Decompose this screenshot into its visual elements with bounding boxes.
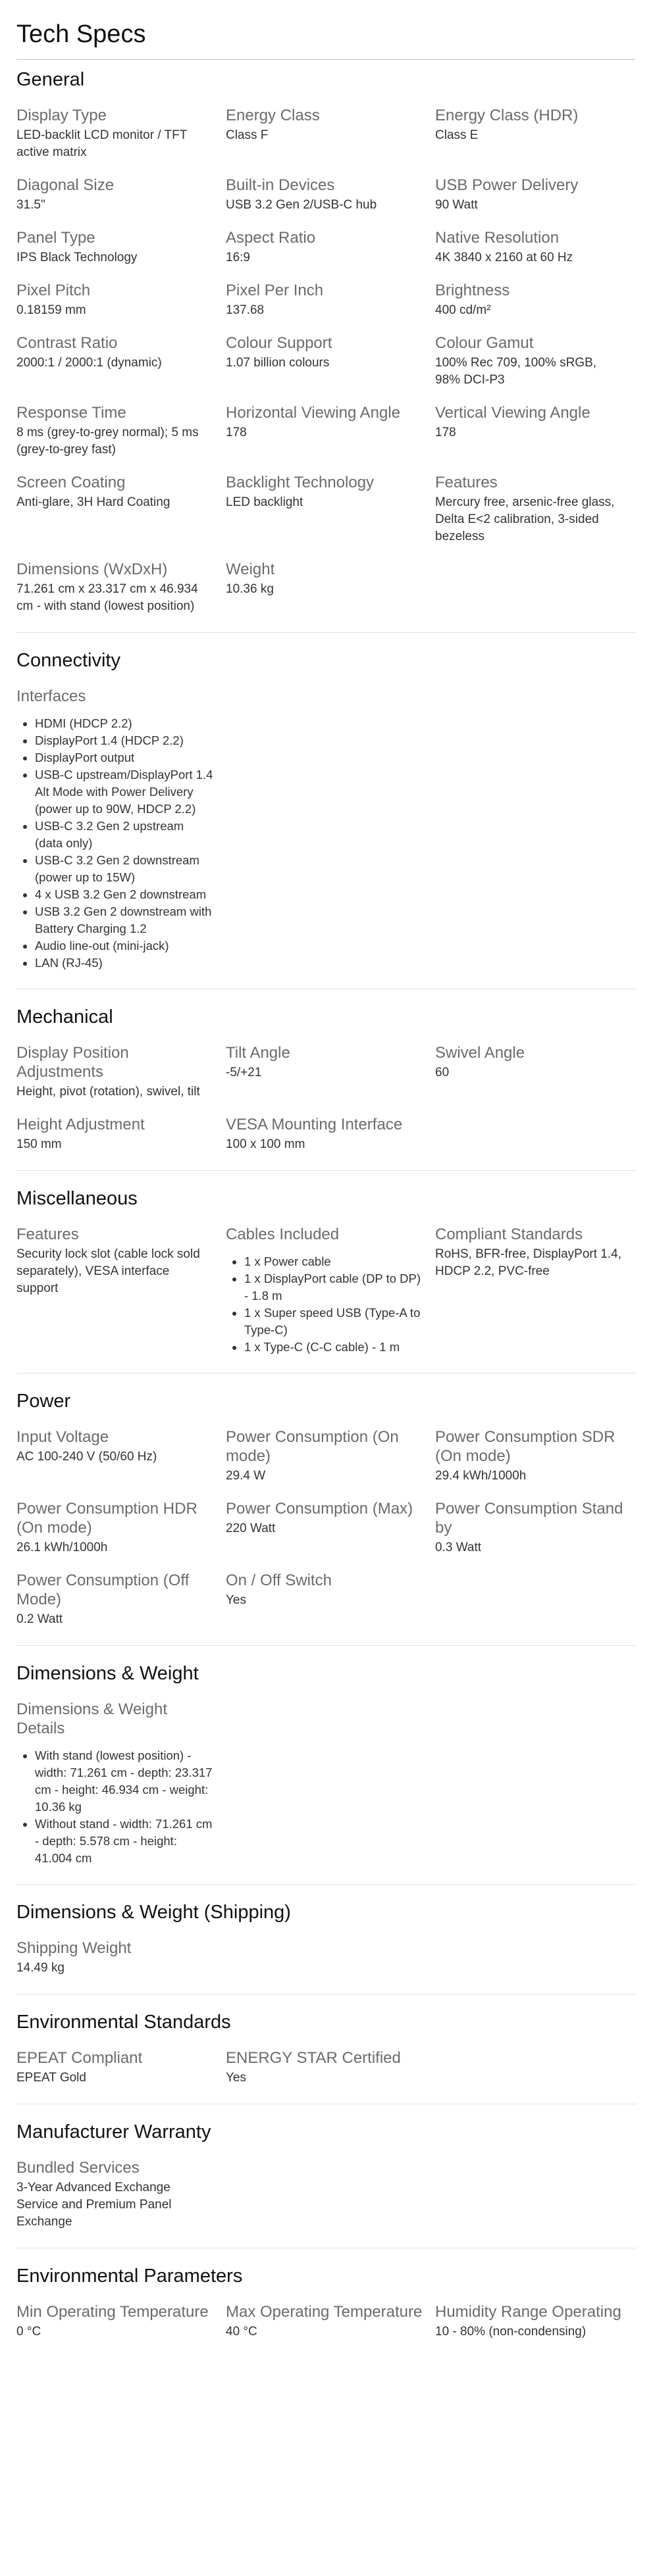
spec-value: Security lock slot (cable lock sold separately), VESA interface support: [16, 1247, 200, 1295]
spec-grid: [16, 2158, 637, 2231]
spec-item-power-consumption-hdr-on-mode: [16, 1499, 226, 1556]
spec-value: USB 3.2 Gen 2/USB-C hub: [226, 198, 377, 212]
section-dimensions-weight-shipping: [16, 1900, 637, 1994]
spec-value: EPEAT Gold: [16, 2071, 86, 2085]
spec-item-bundled-services: [16, 2158, 226, 2231]
spec-list-item: • LAN (RJ-45): [35, 954, 214, 972]
spec-item-display-type: [16, 106, 226, 161]
spec-item-dimensions-weight-details: [16, 1700, 226, 1867]
spec-value: Anti-glare, 3H Hard Coating: [16, 495, 170, 509]
spec-label: Aspect Ratio: [226, 229, 316, 247]
spec-list-item: • HDMI (HDCP 2.2): [35, 715, 214, 732]
spec-item-power-consumption-on-mode: [226, 1427, 435, 1485]
spec-label: Power Consumption (On mode): [226, 1428, 399, 1465]
spec-label: Power Consumption Stand by: [435, 1500, 623, 1537]
spec-value-list: [226, 1253, 423, 1356]
spec-label: Backlight Technology: [226, 474, 375, 491]
spec-value: 0 °C: [16, 2325, 41, 2339]
spec-label: Dimensions (WxDxH): [16, 560, 168, 578]
spec-list-item: • DisplayPort output: [35, 749, 214, 766]
spec-label: Screen Coating: [16, 474, 126, 491]
spec-item-vesa-mounting-interface: [226, 1115, 435, 1153]
spec-grid: [16, 687, 637, 972]
spec-item-aspect-ratio: [226, 228, 435, 266]
spec-list-item: • 1 x Type-C (C-C cable) - 1 m: [244, 1339, 423, 1356]
spec-value: LED-backlit LCD monitor / TFT active matrix: [16, 128, 188, 159]
spec-value: 16:9: [226, 251, 250, 264]
spec-value: 8 ms (grey-to-grey normal); 5 ms (grey-to-grey fast): [16, 426, 199, 457]
spec-item-min-operating-temperature: [16, 2302, 226, 2341]
section-miscellaneous: [16, 1187, 637, 1374]
spec-list-item: • 4 x USB 3.2 Gen 2 downstream: [35, 886, 214, 903]
section-title: Power: [16, 1391, 71, 1412]
spec-label: Max Operating Temperature: [226, 2303, 423, 2321]
spec-item-height-adjustment: [16, 1115, 226, 1153]
spec-item-input-voltage: [16, 1427, 226, 1485]
spec-list-item: • DisplayPort 1.4 (HDCP 2.2): [35, 732, 214, 749]
spec-value: 178: [435, 426, 456, 439]
spec-label: Pixel Pitch: [16, 282, 91, 299]
spec-grid: [16, 2048, 637, 2087]
spec-value: 137.68: [226, 303, 265, 317]
spec-label: Features: [16, 1226, 79, 1243]
spec-label: Response Time: [16, 404, 126, 422]
spec-value: 2000:1 / 2000:1 (dynamic): [16, 356, 162, 370]
spec-label: EPEAT Compliant: [16, 2049, 143, 2067]
spec-label: Weight: [226, 560, 275, 578]
spec-item-compliant-standards: [435, 1225, 635, 1356]
spec-item-epeat-compliant: [16, 2048, 226, 2087]
spec-label: Native Resolution: [435, 229, 560, 247]
spec-value: 4K 3840 x 2160 at 60 Hz: [435, 251, 573, 264]
spec-label: Tilt Angle: [226, 1044, 290, 1062]
spec-value: 0.2 Watt: [16, 1612, 63, 1626]
spec-value: 10.36 kg: [226, 582, 274, 596]
spec-value: 220 Watt: [226, 1522, 276, 1535]
spec-label: On / Off Switch: [226, 1572, 332, 1589]
spec-value: Yes: [226, 2071, 246, 2085]
spec-item-swivel-angle: [435, 1043, 635, 1101]
spec-label: Panel Type: [16, 229, 95, 247]
spec-grid: [16, 1043, 637, 1153]
spec-value: Yes: [226, 1593, 246, 1607]
spec-value: 31.5": [16, 198, 45, 212]
spec-item-native-resolution: [435, 228, 635, 266]
title-divider: [16, 59, 635, 60]
section-mechanical: [16, 1005, 637, 1171]
section-manufacturer-warranty: [16, 2120, 637, 2248]
spec-label: Display Position Adjustments: [16, 1044, 129, 1081]
spec-value: 10 - 80% (non-condensing): [435, 2325, 587, 2339]
spec-label: Power Consumption (Max): [226, 1500, 413, 1518]
section-title: Connectivity: [16, 650, 120, 671]
spec-label: Shipping Weight: [16, 1939, 132, 1957]
section-title: Mechanical: [16, 1006, 113, 1028]
spec-label: Brightness: [435, 282, 510, 299]
spec-grid: [16, 106, 637, 615]
spec-label: Compliant Standards: [435, 1226, 583, 1243]
spec-value-list: [16, 715, 214, 972]
spec-label: Min Operating Temperature: [16, 2303, 209, 2321]
spec-label: Horizontal Viewing Angle: [226, 404, 401, 422]
spec-item-power-consumption-sdr-on-mode: [435, 1427, 635, 1485]
spec-value: Class E: [435, 128, 479, 142]
spec-item-display-position-adjustments: [16, 1043, 226, 1101]
spec-item-energy-class: [226, 106, 435, 161]
spec-grid: [16, 1225, 637, 1356]
spec-value: 71.261 cm x 23.317 cm x 46.934 cm - with stand (lowest position): [16, 582, 198, 613]
spec-label: Built-in Devices: [226, 176, 335, 194]
spec-item-features: [435, 473, 635, 545]
section-title: Environmental Parameters: [16, 2266, 243, 2287]
spec-value: -5/+21: [226, 1066, 262, 1079]
spec-item-energy-star-certified: [226, 2048, 435, 2087]
spec-value: 29.4 kWh/1000h: [435, 1469, 527, 1483]
spec-item-backlight-technology: [226, 473, 435, 545]
spec-item-shipping-weight: [16, 1939, 226, 1977]
spec-item-response-time: [16, 403, 226, 458]
spec-label: Diagonal Size: [16, 176, 115, 194]
spec-value: AC 100-240 V (50/60 Hz): [16, 1450, 157, 1464]
spec-item-usb-power-delivery: [435, 176, 635, 214]
spec-item-power-consumption-max: [226, 1499, 435, 1556]
spec-value: 3-Year Advanced Exchange Service and Premium Panel Exchange: [16, 2181, 172, 2229]
spec-item-cables-included: [226, 1225, 435, 1356]
section-title: General: [16, 69, 85, 90]
section-general: [16, 68, 637, 633]
spec-label: Interfaces: [16, 687, 86, 705]
spec-item-contrast-ratio: [16, 334, 226, 389]
spec-list-item: • USB-C 3.2 Gen 2 downstream (power up to 15W): [35, 852, 214, 886]
section-dimensions-weight: [16, 1662, 637, 1885]
spec-list-item: • Audio line-out (mini-jack): [35, 937, 214, 954]
spec-grid: [16, 1427, 637, 1628]
spec-label: Humidity Range Operating: [435, 2303, 621, 2321]
spec-list-item: • 1 x DisplayPort cable (DP to DP) - 1.8 m: [244, 1270, 423, 1304]
spec-label: Colour Support: [226, 334, 332, 352]
spec-item-tilt-angle: [226, 1043, 435, 1101]
spec-value: Mercury free, arsenic-free glass, Delta E<2 calibration, 3-sided bezeless: [435, 495, 615, 543]
spec-label: USB Power Delivery: [435, 176, 579, 194]
section-power: [16, 1389, 637, 1646]
spec-value: LED backlight: [226, 495, 303, 509]
spec-item-screen-coating: [16, 473, 226, 545]
spec-item-colour-gamut: [435, 334, 635, 389]
spec-value: 0.18159 mm: [16, 303, 86, 317]
spec-value: IPS Black Technology: [16, 251, 138, 264]
spec-item-pixel-per-inch: [226, 281, 435, 319]
spec-value: Class F: [226, 128, 269, 142]
spec-list-item: • Without stand - width: 71.261 cm - depth: 5.578 cm - height: 41.004 cm: [35, 1816, 214, 1867]
spec-value: 60: [435, 1066, 450, 1079]
spec-value: 26.1 kWh/1000h: [16, 1541, 108, 1554]
spec-label: Energy Class: [226, 107, 320, 124]
spec-grid: [16, 2302, 637, 2341]
spec-value: 0.3 Watt: [435, 1541, 482, 1554]
spec-label: Power Consumption SDR (On mode): [435, 1428, 615, 1465]
spec-label: Height Adjustment: [16, 1116, 145, 1133]
spec-label: Display Type: [16, 107, 107, 124]
spec-grid: [16, 1700, 637, 1867]
spec-value: 1.07 billion colours: [226, 356, 330, 370]
spec-label: Energy Class (HDR): [435, 107, 579, 124]
spec-list-item: • USB-C upstream/DisplayPort 1.4 Alt Mode with Power Delivery (power up to 90W, HDCP 2.2): [35, 766, 214, 818]
spec-label: Input Voltage: [16, 1428, 109, 1446]
spec-item-max-operating-temperature: [226, 2302, 435, 2341]
spec-item-colour-support: [226, 334, 435, 389]
spec-label: Cables Included: [226, 1226, 340, 1243]
spec-item-weight: [226, 560, 435, 615]
spec-item-horizontal-viewing-angle: [226, 403, 435, 458]
spec-item-dimensions-wxdxh: [16, 560, 226, 615]
spec-item-vertical-viewing-angle: [435, 403, 635, 458]
spec-item-interfaces: [16, 687, 226, 972]
section-title: Dimensions & Weight (Shipping): [16, 1902, 291, 1923]
spec-value: 100 x 100 mm: [226, 1137, 305, 1151]
spec-label: Power Consumption (Off Mode): [16, 1572, 190, 1608]
spec-label: Bundled Services: [16, 2159, 140, 2177]
spec-list-item: • USB-C 3.2 Gen 2 upstream (data only): [35, 818, 214, 852]
spec-list-item: • With stand (lowest position) - width: 71.261 cm - depth: 23.317 cm - height: 46.934 cm - weight: 10.36 kg: [35, 1747, 214, 1816]
spec-list-item: • 1 x Super speed USB (Type-A to Type-C): [244, 1304, 423, 1339]
spec-label: Colour Gamut: [435, 334, 534, 352]
section-title: Environmental Standards: [16, 2012, 231, 2033]
spec-value: 14.49 kg: [16, 1961, 65, 1975]
spec-sections: [16, 68, 637, 2358]
spec-item-brightness: [435, 281, 635, 319]
spec-value: Height, pivot (rotation), swivel, tilt: [16, 1085, 200, 1099]
spec-label: Features: [435, 474, 498, 491]
spec-list-item: • USB 3.2 Gen 2 downstream with Battery Charging 1.2: [35, 903, 214, 937]
spec-item-built-in-devices: [226, 176, 435, 214]
spec-label: Pixel Per Inch: [226, 282, 324, 299]
spec-item-features: [16, 1225, 226, 1356]
section-environmental-standards: [16, 2010, 637, 2104]
spec-item-energy-class-hdr: [435, 106, 635, 161]
spec-value: 100% Rec 709, 100% sRGB, 98% DCI-P3: [435, 356, 597, 387]
spec-label: VESA Mounting Interface: [226, 1116, 403, 1133]
spec-value-list: [16, 1747, 214, 1867]
section-environmental-parameters: [16, 2264, 637, 2358]
spec-value: 150 mm: [16, 1137, 62, 1151]
spec-list-item: • 1 x Power cable: [244, 1253, 423, 1270]
spec-item-pixel-pitch: [16, 281, 226, 319]
spec-value: 178: [226, 426, 247, 439]
section-title: Dimensions & Weight: [16, 1663, 199, 1684]
spec-label: Vertical Viewing Angle: [435, 404, 590, 422]
spec-value: 90 Watt: [435, 198, 478, 212]
spec-label: Power Consumption HDR (On mode): [16, 1500, 197, 1537]
section-title: Manufacturer Warranty: [16, 2121, 211, 2143]
spec-label: Swivel Angle: [435, 1044, 525, 1062]
spec-label: Dimensions & Weight Details: [16, 1700, 167, 1737]
spec-item-on-off-switch: [226, 1571, 435, 1628]
spec-item-diagonal-size: [16, 176, 226, 214]
spec-label: ENERGY STAR Certified: [226, 2049, 401, 2067]
spec-value: 400 cd/m²: [435, 303, 491, 317]
spec-value: 29.4 W: [226, 1469, 266, 1483]
spec-item-power-consumption-stand-by: [435, 1499, 635, 1556]
spec-item-panel-type: [16, 228, 226, 266]
spec-item-power-consumption-off-mode: [16, 1571, 226, 1628]
spec-grid: [16, 1939, 637, 1977]
page-title: Tech Specs: [16, 20, 146, 48]
section-title: Miscellaneous: [16, 1188, 138, 1209]
section-connectivity: [16, 649, 637, 989]
spec-item-humidity-range-operating: [435, 2302, 635, 2341]
spec-value: 40 °C: [226, 2325, 257, 2339]
spec-label: Contrast Ratio: [16, 334, 118, 352]
spec-value: RoHS, BFR-free, DisplayPort 1.4, HDCP 2.2, PVC-free: [435, 1247, 621, 1278]
